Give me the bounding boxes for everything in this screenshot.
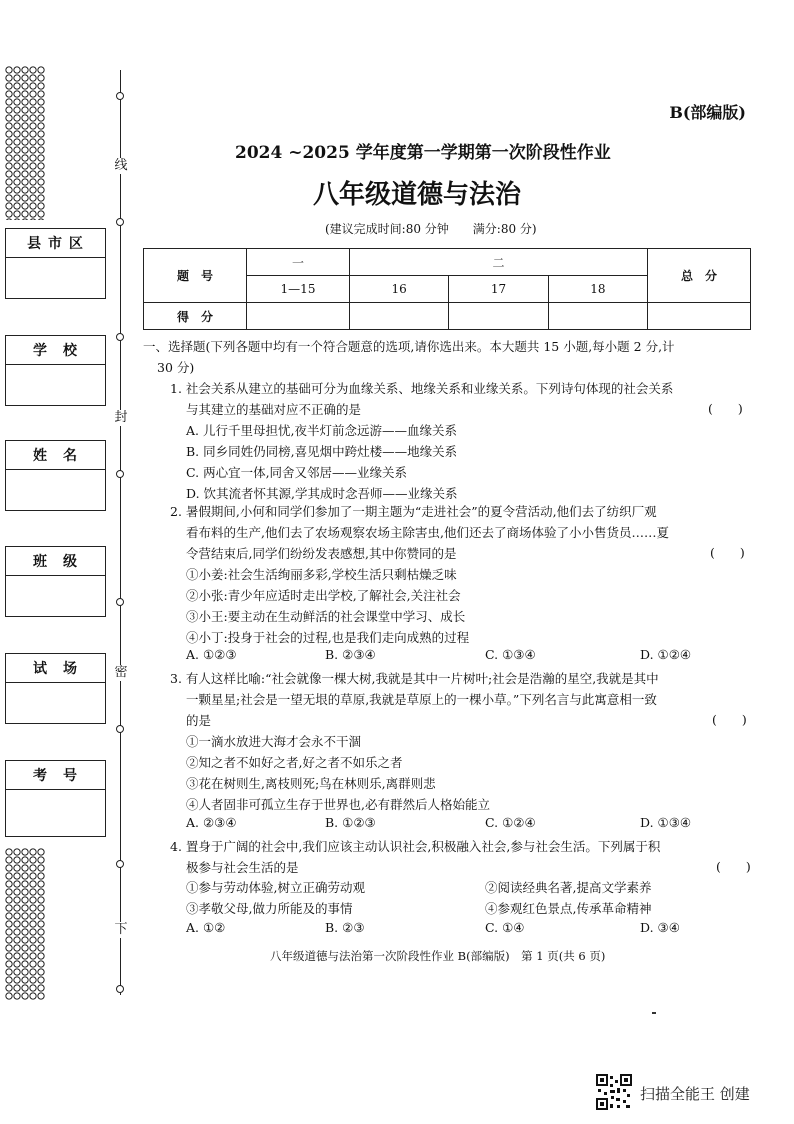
county-label: 县 市 区	[6, 229, 105, 258]
exam-room-field[interactable]	[5, 653, 106, 724]
choice-b[interactable]: B. ①②③	[325, 815, 376, 830]
class-label: 班 级	[6, 547, 105, 576]
option-b[interactable]: B. 同乡同姓仍同榜,喜见烟中跨灶楼——地缘关系	[186, 444, 458, 459]
score-cell[interactable]	[548, 303, 647, 330]
score-label: 得 分	[144, 303, 247, 330]
cut-word-mi: 密	[114, 665, 128, 680]
question-1-stem: 与其建立的基础对应不正确的是	[186, 402, 362, 417]
question-1-stem: 1. 社会关系从建立的基础可分为血缘关系、地缘关系和业缘关系。下列诗句体现的社会关系	[170, 381, 674, 396]
option-a[interactable]: A. 儿行千里母担忧,夜半灯前念远游——血缘关系	[186, 423, 457, 438]
choice-a[interactable]: A. ②③④	[186, 815, 237, 830]
choice-d[interactable]: D. ①②④	[640, 647, 692, 662]
class-field[interactable]	[5, 546, 106, 617]
option-c[interactable]: C. 两心宜一体,同舍又邻居——业缘关系	[186, 465, 408, 480]
binding-ring	[116, 218, 124, 226]
col-1-15: 1—15	[247, 276, 350, 303]
question-2-stem: 2. 暑假期间,小何和同学们参加了一期主题为“走进社会”的夏令营活动,他们去了纺织厂观	[170, 504, 657, 519]
question-2-stem: 看布料的生产,他们去了农场观察农场主除害虫,他们还去了商场体验了小小售货员……夏	[186, 525, 669, 540]
cut-word-xian: 线	[114, 158, 128, 173]
cut-word-xia: 下	[114, 922, 128, 937]
statement-2: ②小张:青少年应适时走出学校,了解社会,关注社会	[186, 588, 461, 603]
score-cell[interactable]	[247, 303, 350, 330]
county-field[interactable]	[5, 228, 106, 299]
school-field[interactable]	[5, 335, 106, 406]
statement-3: ③花在树则生,离枝则死;鸟在林则乐,离群则悲	[186, 776, 436, 791]
exam-room-label: 试 场	[6, 654, 105, 683]
statement-2: ②知之者不如好之者,好之者不如乐之者	[186, 755, 403, 770]
answer-paren[interactable]: ( )	[712, 712, 747, 727]
edition-label: B(部编版)	[669, 103, 746, 122]
cut-word-feng: 封	[114, 410, 128, 425]
school-label: 学 校	[6, 336, 105, 365]
binding-ring	[116, 92, 124, 100]
name-label: 姓 名	[6, 441, 105, 470]
exam-title: 2024 ~2025 学年度第一学期第一次阶段性作业	[235, 143, 611, 163]
binding-ring	[116, 470, 124, 478]
choice-d[interactable]: D. ①③④	[640, 815, 692, 830]
choice-c[interactable]: C. ①③④	[485, 647, 536, 662]
score-cell[interactable]	[350, 303, 449, 330]
statement-2: ②阅读经典名著,提高文学素养	[485, 880, 652, 895]
question-3	[170, 668, 770, 815]
col-17: 17	[449, 276, 548, 303]
statement-4: ④人者固非可孤立生存于世界也,必有群然后人格始能立	[186, 797, 490, 812]
choice-b[interactable]: B. ②③④	[325, 647, 376, 662]
choice-c[interactable]: C. ①②④	[485, 815, 536, 830]
name-field[interactable]	[5, 440, 106, 511]
score-cell[interactable]	[449, 303, 548, 330]
question-2-stem: 令营结束后,同学们纷纷发表感想,其中你赞同的是	[186, 546, 457, 561]
section-one-line: 30 分)	[157, 360, 195, 375]
page-footer: 八年级道德与法治第一次阶段性作业 B(部编版) 第 1 页(共 6 页)	[270, 949, 606, 963]
choice-a[interactable]: A. ①②③	[186, 647, 237, 662]
statement-4: ④参观红色景点,传承革命精神	[485, 901, 652, 916]
binding-ring	[116, 985, 124, 993]
choice-c[interactable]: C. ①④	[485, 920, 525, 935]
total-label: 总 分	[648, 249, 751, 303]
exam-number-label: 考 号	[6, 761, 105, 790]
statement-1: ①参与劳动体验,树立正确劳动观	[186, 880, 365, 895]
binding-dot-pattern-bottom	[5, 848, 45, 1000]
statement-1: ①小姜:社会生活绚丽多彩,学校生活只剩枯燥乏味	[186, 567, 457, 582]
question-4-stem: 极参与社会生活的是	[186, 860, 299, 875]
part-one-header: 一	[247, 249, 350, 276]
binding-ring	[116, 598, 124, 606]
statement-3: ③孝敬父母,做力所能及的事情	[186, 901, 353, 916]
answer-paren[interactable]: ( )	[708, 401, 743, 416]
scanner-watermark: 扫描全能王 创建	[640, 1085, 750, 1103]
stray-mark	[652, 1012, 656, 1014]
choice-b[interactable]: B. ②③	[325, 920, 365, 935]
question-3-stem: 一颗星星;社会是一望无垠的草原,我就是草原上的一棵小草。”下列名言与此寓意相一致	[186, 692, 657, 707]
question-4-stem: 4. 置身于广阔的社会中,我们应该主动认识社会,积极融入社会,参与社会生活。下列属于积	[170, 839, 661, 854]
question-2	[170, 501, 770, 648]
binding-ring	[116, 725, 124, 733]
choice-d[interactable]: D. ③④	[640, 920, 680, 935]
exam-number-field[interactable]	[5, 760, 106, 837]
section-one-heading	[143, 336, 768, 378]
subject-title: 八年级道德与法治	[312, 180, 521, 210]
statement-1: ①一滴水放进大海才会永不干涸	[186, 734, 362, 749]
qnum-label: 题 号	[144, 249, 247, 303]
qr-code-icon	[596, 1074, 632, 1110]
binding-ring	[116, 333, 124, 341]
question-3-stem: 的是	[186, 713, 212, 728]
answer-paren[interactable]: ( )	[710, 545, 745, 560]
question-3-stem: 3. 有人这样比喻:“社会就像一棵大树,我就是其中一片树叶;社会是浩瀚的星空,我就是其中	[170, 671, 659, 686]
time-note: (建议完成时间:80 分钟 满分:80 分)	[325, 222, 537, 236]
question-4	[170, 836, 770, 878]
statement-4: ④小丁:投身于社会的过程,也是我们走向成熟的过程	[186, 630, 470, 645]
option-d[interactable]: D. 饮其流者怀其源,学其成时念吾师——业缘关系	[186, 486, 458, 501]
statement-3: ③小王:要主动在生动鲜活的社会课堂中学习、成长	[186, 609, 466, 624]
score-table	[143, 248, 751, 330]
section-one-line: 一、选择题(下列各题中均有一个符合题意的选项,请你选出来。本大题共 15 小题,每小题 2 分,计	[143, 339, 675, 354]
answer-paren[interactable]: ( )	[716, 859, 751, 874]
choice-a[interactable]: A. ①②	[186, 920, 226, 935]
col-16: 16	[350, 276, 449, 303]
binding-ring	[116, 860, 124, 868]
col-18: 18	[548, 276, 647, 303]
question-1	[170, 378, 770, 504]
total-score-cell[interactable]	[648, 303, 751, 330]
part-two-header: 二	[350, 249, 648, 276]
